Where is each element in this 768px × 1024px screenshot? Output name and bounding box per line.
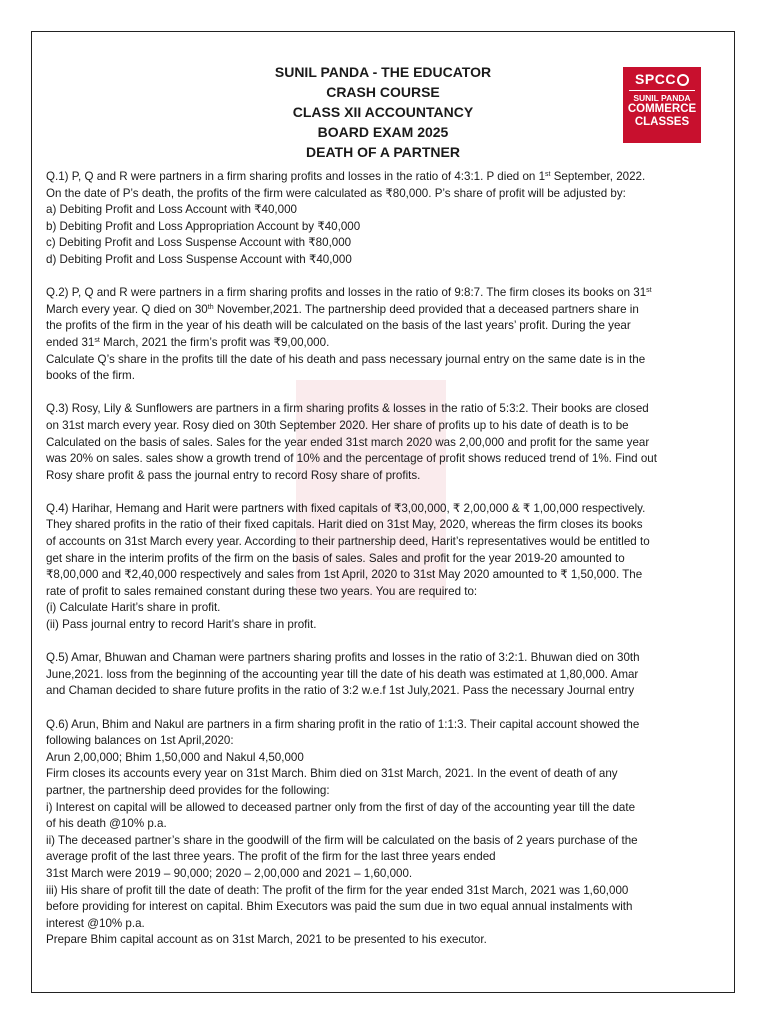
q2-text-1: Q.2) P, Q and R were partners in a firm sharing profits and losses in the ratio of 9:8:7. The firm closes its books on 31 [46, 286, 647, 300]
q6-line1: Q.6) Arun, Bhim and Nakul are partners in a firm sharing profit in the ratio of 1:1:3. Their capital account showed the [46, 717, 640, 731]
q4-line4: get share in the interim profits of the firm on the basis of sales. Sales and profit for the year 2019-20 amounted to [46, 551, 625, 565]
q2-line1 [46, 285, 722, 302]
q6-line14: Prepare Bhim capital account as on 31st March, 2021 to be presented to his executor. [46, 933, 487, 947]
spcc-logo [623, 67, 701, 143]
question-5 [46, 650, 722, 700]
q1-option-d: d) Debiting Profit and Loss Suspense Account with ₹40,000 [46, 252, 352, 266]
q4-line7: (i) Calculate Harit’s share in profit. [46, 601, 221, 615]
header-class: CLASS XII ACCOUNTANCY [292, 104, 474, 120]
q2-sup-2: th [207, 303, 214, 311]
q1-option-b: b) Debiting Profit and Loss Appropriation Account by ₹40,000 [46, 219, 361, 233]
q1-option-c: c) Debiting Profit and Loss Suspense Account with ₹80,000 [46, 236, 352, 250]
q2-text-4a: ended 31 [46, 335, 95, 349]
q2-text-2a: March every year. Q died on 30 [46, 302, 208, 316]
question-1 [46, 169, 722, 269]
q1-option-a: a) Debiting Profit and Loss Account with ₹40,000 [46, 203, 297, 217]
q4-line2: They shared profits in the ratio of their fixed capitals. Harit died on 31st May, 2020, whereas the firm closes its books [46, 518, 643, 532]
header-exam: BOARD EXAM 2025 [317, 124, 449, 140]
q2-line4 [46, 335, 722, 352]
q6-line10: 31st March were 2019 – 90,000; 2020 – 2,00,000 and 2021 – 1,60,000. [46, 866, 413, 880]
q2-line5: Calculate Q’s share in the profits till the date of his death and pass necessary journal entry on the same date is in the [46, 352, 646, 366]
q5-line1: Q.5) Amar, Bhuwan and Chaman were partners sharing profits and losses in the ratio of 3:2:1. Bhuwan died on 30th [46, 651, 640, 665]
questions-content [46, 169, 722, 966]
q3-line4: was 20% on sales. sales show a growth trend of 10% and the percentage of profit shows reduced trend of 1%. Find out [46, 452, 657, 466]
q6-line8: ii) The deceased partner’s share in the goodwill of the firm will be calculated on the basis of 2 years purchase of the [46, 833, 638, 847]
q1-line2: On the date of P’s death, the profits of the firm were calculated as ₹80,000. P’s share of profit will be adjusted by: [46, 186, 626, 200]
q2-line2 [46, 302, 722, 319]
q2-line3: the profits of the firm in the year of his death will be calculated on the basis of the last years’ profit. During the year [46, 319, 631, 333]
q3-line2: on 31st march every year. Rosy died on 30th September 2020. Her share of profits up to his date of death is to be [46, 418, 629, 432]
q6-line13: interest @10% p.a. [46, 916, 145, 930]
q3-line3: Calculated on the basis of sales. Sales for the year ended 31st march 2020 was 2,00,000 and profit for the same year [46, 435, 650, 449]
q4-line5: ₹8,00,000 and ₹2,40,000 respectively and sales from 1st April, 2020 to 31st May 2020 amounted to ₹ 1,50,000. The [46, 568, 643, 582]
q1-text-a: Q.1) P, Q and R were partners in a firm sharing profits and losses in the ratio of 4:3:1. P died on 1 [46, 170, 546, 183]
q2-sup-4: st [94, 336, 100, 344]
q4-line8: (ii) Pass journal entry to record Harit’s share in profit. [46, 618, 317, 632]
question-3 [46, 401, 722, 484]
q1-line1 [46, 169, 722, 186]
q1-text-b: September, 2022. [550, 170, 646, 183]
q5-line2: June,2021. loss from the beginning of the accounting year till the date of his death was estimated at 1,80,000. Amar [46, 667, 639, 681]
q4-line3: of accounts on 31st March every year. According to their partnership deed, Harit’s representatives would be entitled to [46, 535, 650, 549]
q6-line4: Firm closes its accounts every year on 31st March. Bhim died on 31st March, 2021. In the event of death of any [46, 767, 618, 781]
logo-line2-text: CLASSES [634, 116, 690, 128]
header-topic: DEATH OF A PARTNER [306, 144, 460, 160]
header-course: CRASH COURSE [326, 84, 440, 100]
logo-sub-text: SUNIL PANDA [633, 93, 691, 103]
q6-line5: partner, the partnership deed provides for the following: [46, 783, 330, 797]
q4-line6: rate of profit to sales remained constant during these two years. You are required to: [46, 584, 478, 598]
q5-line3: and Chaman decided to share future profits in the ratio of 3:2 w.e.f 1st July,2021. Pass the necessary Journal entry [46, 684, 635, 698]
question-6 [46, 717, 722, 949]
q6-line12: before providing for interest on capital. Bhim Executors was paid the sum due in two equal annual instalments with [46, 900, 633, 914]
q6-line6: i) Interest on capital will be allowed to deceased partner only from the first of day of the accounting year till the date [46, 800, 636, 814]
q6-line11: iii) His share of profit till the date of death: The profit of the firm for the year ended 31st March, 2021 was 1,60,000 [46, 883, 629, 897]
q2-sup-1: st [646, 287, 652, 295]
header-educator: SUNIL PANDA - THE EDUCATOR [274, 64, 492, 80]
q3-line5: Rosy share profit & pass the journal entry to record Rosy share of profits. [46, 468, 421, 482]
q2-text-4b: March, 2021 the firm’s profit was ₹9,00,000. [99, 335, 330, 349]
question-2 [46, 285, 722, 385]
q3-line1: Q.3) Rosy, Lily & Sunflowers are partners in a firm sharing profits & losses in the ratio of 5:3:2. Their books are closed [46, 402, 649, 416]
q2-text-2b: November,2021. The partnership deed provided that a deceased partners share in [213, 302, 639, 316]
q6-line9: average profit of the last three years. The profit of the firm for the last three years ended [46, 850, 496, 864]
q2-line6: books of the firm. [46, 369, 135, 383]
q1-sup: st [545, 171, 551, 178]
question-4 [46, 501, 722, 634]
logo-top-text: SPCC [635, 71, 676, 87]
logo-mark-icon [677, 74, 689, 86]
q6-line2: following balances on 1st April,2020: [46, 734, 234, 748]
logo-line1-text: COMMERCE [627, 103, 697, 115]
q6-line7: of his death @10% p.a. [46, 817, 167, 831]
q6-line3: Arun 2,00,000; Bhim 1,50,000 and Nakul 4,50,000 [46, 750, 304, 764]
q4-line1: Q.4) Harihar, Hemang and Harit were partners with fixed capitals of ₹3,00,000, ₹ 2,00,000 & ₹ 1,00,000 respectively. [46, 501, 646, 515]
logo-divider [629, 90, 695, 91]
